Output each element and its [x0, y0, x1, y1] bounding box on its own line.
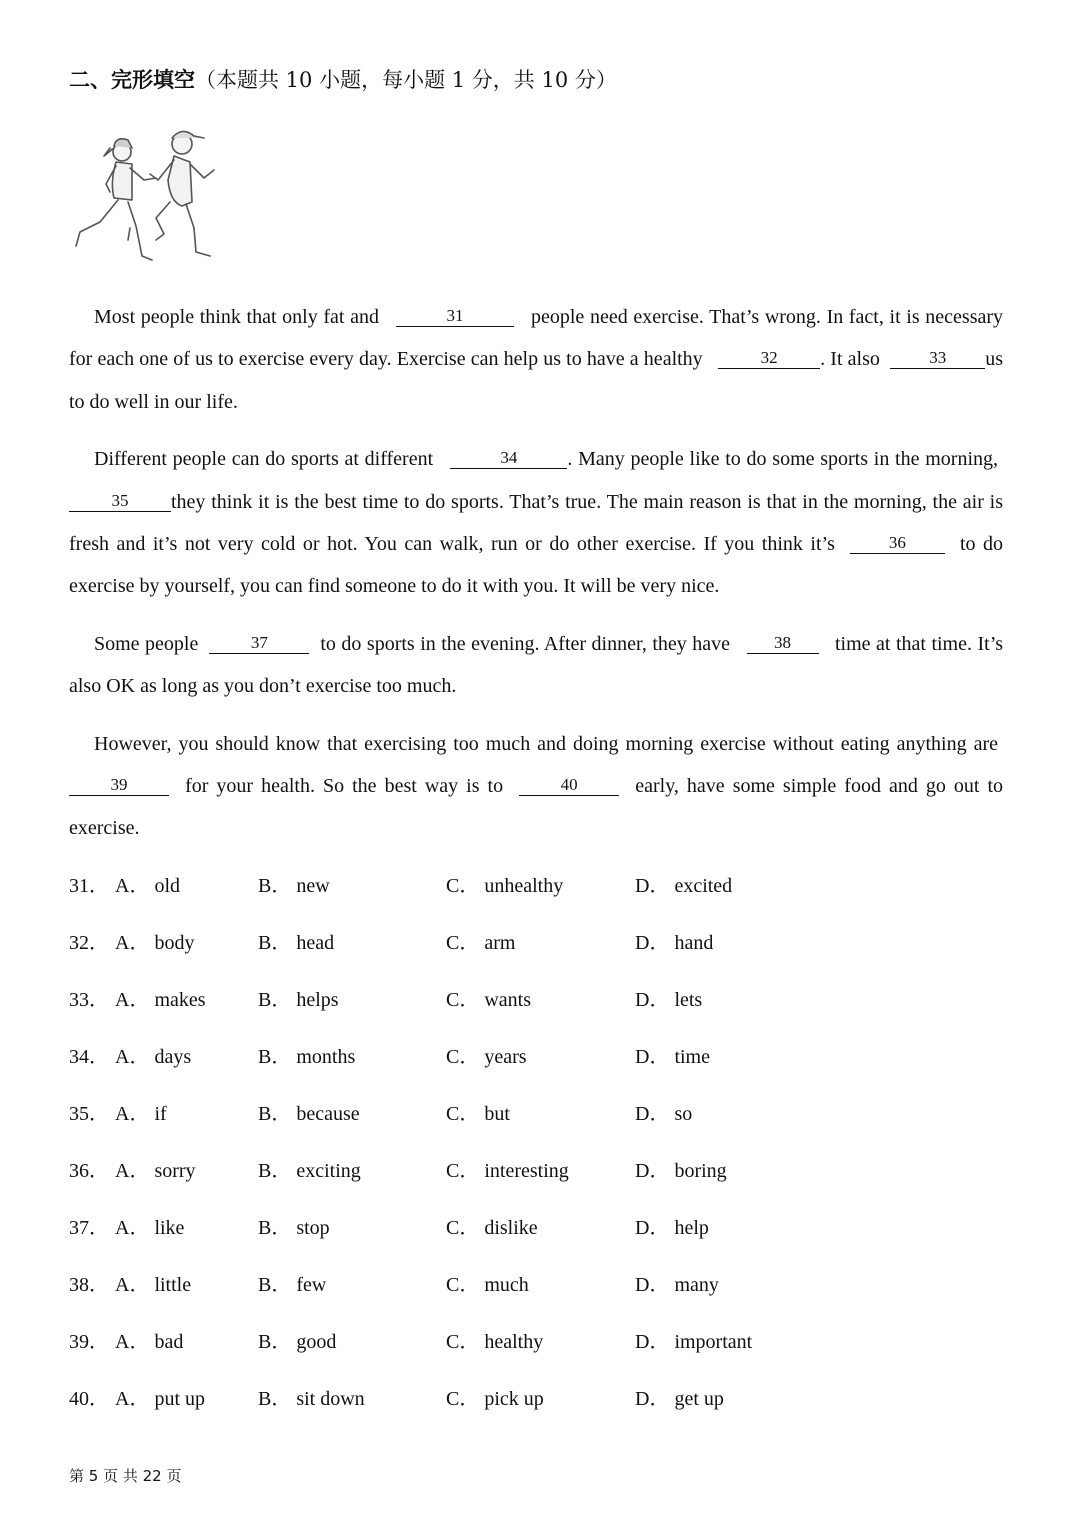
text: Most people think that only fat and [94, 306, 380, 328]
option-c: C． arm [446, 932, 516, 954]
option-c: C． interesting [446, 1160, 569, 1182]
option-a: A． days [115, 1046, 192, 1068]
option-a: A． sorry [115, 1160, 196, 1182]
blank-40: 40 [519, 775, 619, 796]
question-number: 39． [69, 1331, 109, 1353]
blank-31: 31 [396, 306, 514, 327]
option-c: C． much [446, 1274, 529, 1296]
option-b: B． few [258, 1274, 327, 1296]
question-35 [69, 1093, 969, 1150]
text: time at that time. It’s also OK as long as you don’t exercise too much. [69, 632, 1004, 698]
text: to do exercise by yourself, you can find someone to do it with you. It will be very nice. [69, 533, 1004, 598]
blank-35: 35 [69, 491, 171, 512]
option-d: D． lets [635, 989, 703, 1011]
option-b: B． because [258, 1103, 360, 1125]
option-a: A． little [115, 1274, 192, 1296]
question-number: 37． [69, 1217, 109, 1239]
section-note: （本题共 10 小题，每小题 1 分，共 10 分） [195, 68, 617, 92]
question-number: 40． [69, 1388, 109, 1410]
option-c: C． pick up [446, 1388, 544, 1410]
section-title: 二、完形填空 [69, 68, 195, 92]
paragraph-3 [69, 623, 1003, 708]
question-number: 31． [69, 875, 109, 897]
option-a: A． like [115, 1217, 185, 1239]
option-b: B． new [258, 875, 330, 897]
option-c: C． years [446, 1046, 527, 1068]
page-footer: 第 5 页 共 22 页 [69, 1467, 182, 1485]
blank-39: 39 [69, 775, 169, 796]
options-list [69, 865, 969, 1435]
question-40 [69, 1378, 969, 1435]
section-heading [69, 66, 617, 94]
text: us to do well in our life. [69, 348, 1004, 413]
option-b: B． head [258, 932, 335, 954]
text: they think it is the best time to do sports. That’s true. The main reason is that in the morning, the air is fresh and it’s not very cold or hot. You can walk, run or do other exercise. If you think it’s [69, 490, 1003, 556]
option-a: A． old [115, 875, 180, 897]
option-d: D． so [635, 1103, 693, 1125]
option-b: B． sit down [258, 1388, 365, 1410]
option-a: A． put up [115, 1388, 205, 1410]
option-a: A． makes [115, 989, 206, 1011]
question-39 [69, 1321, 969, 1378]
blank-36: 36 [850, 533, 945, 554]
text: people need exercise. That’s wrong. In fact, it is necessary for each one of us to exercise every day. Exercise can help us to have a healthy [69, 306, 1004, 371]
option-b: B． helps [258, 989, 339, 1011]
question-37 [69, 1207, 969, 1264]
option-d: D． help [635, 1217, 709, 1239]
text: . It also [820, 348, 880, 371]
option-c: C． but [446, 1103, 510, 1125]
option-b: B． good [258, 1331, 337, 1353]
runners-icon [70, 122, 220, 267]
question-38 [69, 1264, 969, 1321]
option-a: A． body [115, 932, 195, 954]
option-b: B． exciting [258, 1160, 361, 1182]
option-b: B． months [258, 1046, 356, 1068]
blank-34: 34 [450, 448, 567, 469]
question-number: 34． [69, 1046, 109, 1068]
question-34 [69, 1036, 969, 1093]
question-number: 38． [69, 1274, 109, 1296]
paragraph-2 [69, 438, 1003, 608]
text: for your health. So the best way is to [185, 775, 504, 798]
text: However, you should know that exercising too much and doing morning exercise without eating anything are [94, 732, 998, 755]
option-d: D． boring [635, 1160, 727, 1182]
option-d: D． time [635, 1046, 710, 1068]
option-c: C． healthy [446, 1331, 544, 1353]
text: early, have some simple food and go out to exercise. [69, 775, 1004, 840]
question-33 [69, 979, 969, 1036]
option-d: D． hand [635, 932, 714, 954]
option-d: D． many [635, 1274, 719, 1296]
question-number: 32． [69, 932, 109, 954]
paragraph-1 [69, 296, 1003, 423]
option-d: D． excited [635, 875, 733, 897]
option-c: C． dislike [446, 1217, 538, 1239]
option-d: D． important [635, 1331, 753, 1353]
question-number: 36． [69, 1160, 109, 1182]
option-b: B． stop [258, 1217, 330, 1239]
option-a: A． if [115, 1103, 167, 1125]
blank-38: 38 [747, 633, 819, 654]
question-31 [69, 865, 969, 922]
passage [69, 296, 1003, 865]
option-c: C． unhealthy [446, 875, 564, 897]
question-number: 35． [69, 1103, 109, 1125]
option-a: A． bad [115, 1331, 184, 1353]
blank-32: 32 [718, 348, 820, 369]
paragraph-4 [69, 723, 1003, 850]
text: to do sports in the evening. After dinner, they have [320, 632, 731, 655]
option-c: C． wants [446, 989, 531, 1011]
text: Different people can do sports at different [94, 448, 434, 471]
text: . Many people like to do some sports in the morning, [567, 448, 999, 471]
question-number: 33． [69, 989, 109, 1011]
question-36 [69, 1150, 969, 1207]
question-32 [69, 922, 969, 979]
option-d: D． get up [635, 1388, 724, 1410]
text: Some people [94, 632, 199, 655]
blank-33: 33 [890, 348, 985, 369]
blank-37: 37 [209, 633, 309, 654]
